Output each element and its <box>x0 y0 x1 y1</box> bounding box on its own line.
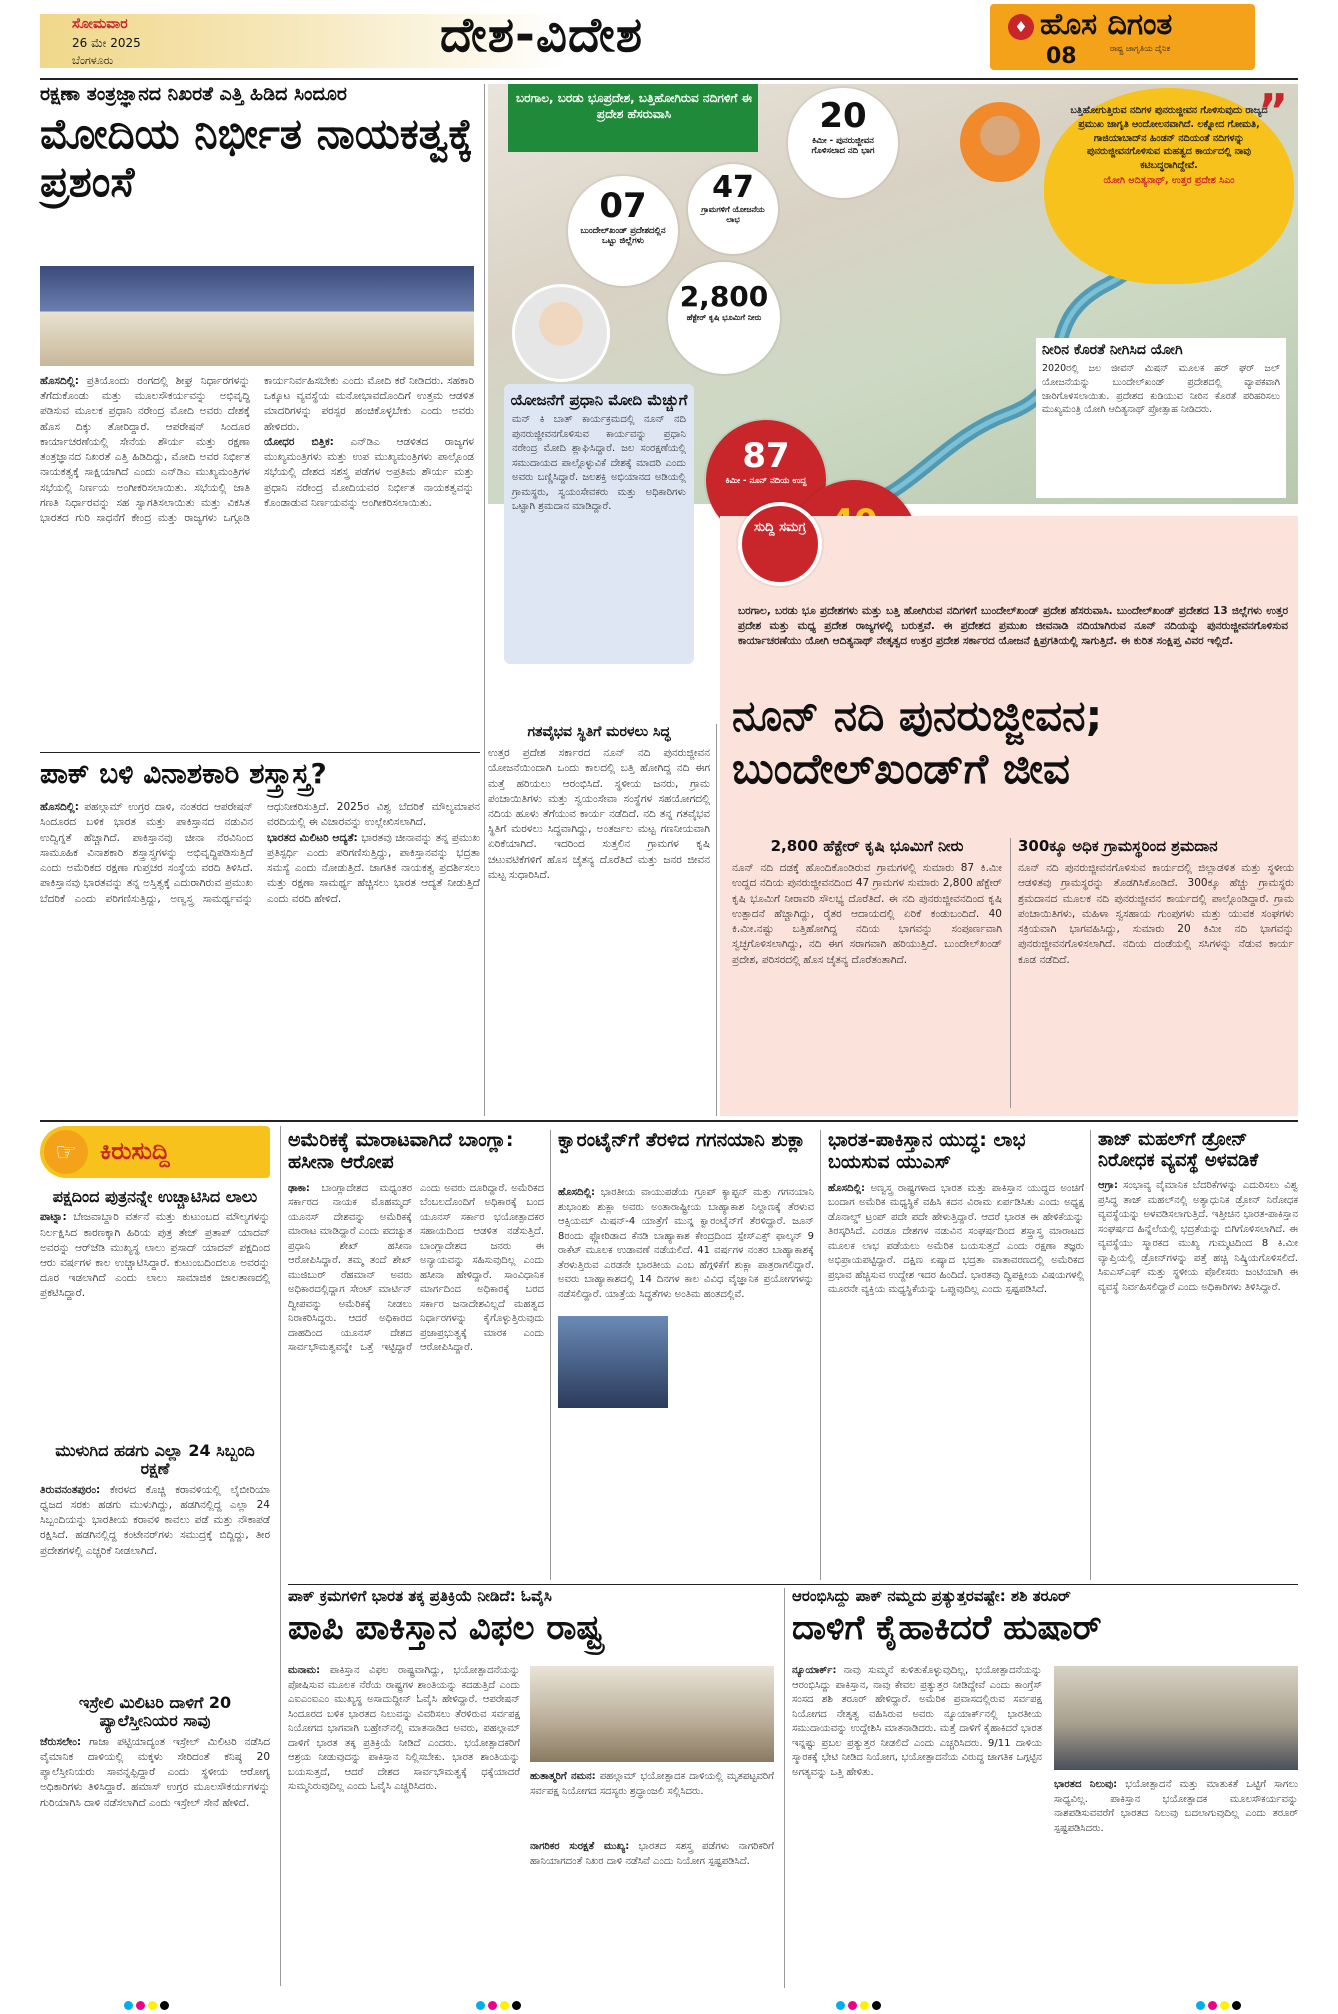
pak-text-2: ಭಾರತವು ಚೀನಾವನ್ನು ತನ್ನ ಪ್ರಮುಖ ಪ್ರತಿಸ್ಪರ್ಧಿ ಎಂದು ಪರಿಗಣಿಸುತ್ತಿದ್ದು, ಪಾಕಿಸ್ತಾನವನ್ನು ಭದ್ರತಾ ಸಮಸ್ಯೆ ಎಂದು ನೋಡುತ್ತಿದೆ. ಜಾಗತಿಕ ನಾಯಕತ್ವ ಪ್ರದರ್ಶಿಸಲು ಮತ್ತು ರಕ್ಷಣಾ ಸಾಮರ್ಥ್ಯ ಹೆಚ್ಚಿಸಲು ಭಾರತ ಆದ್ಯತೆ ನೀಡುತ್ತಿದೆ ಎಂದು ವರದಿ ಹೇಳಿದೆ. <box>267 831 480 905</box>
kiru-3-body <box>40 1735 270 1811</box>
page-number: 08 <box>1046 44 1077 69</box>
owaisi-caption <box>530 1770 774 1799</box>
tharoor-dateline: ನ್ಯೂಯಾರ್ಕ್: <box>792 1665 837 1676</box>
tharoor-headline: ದಾಳಿಗೆ ಕೈಹಾಕಿದರೆ ಹುಷಾರ್ <box>792 1608 1102 1649</box>
kiru-2-text: ಕೇರಳದ ಕೊಚ್ಚಿ ಕರಾವಳಿಯಲ್ಲಿ ಲೈಬೀರಿಯಾ ಧ್ವಜದ ಸರಕು ಹಡಗು ಮುಳುಗಿದ್ದು, ಹಡಗಿನಲ್ಲಿದ್ದ ಎಲ್ಲಾ 24 ಸಿಬ್ಬಂದಿಯನ್ನು ಭಾರತೀಯ ಕರಾವಳಿ ಕಾವಲು ಪಡೆ ಮತ್ತು ನೌಕಾಪಡೆ ರಕ್ಷಿಸಿದೆ. ಹಡಗಿನಲ್ಲಿದ್ದ ಕಂಟೇನರ್‌ಗಳು ಸಮುದ್ರಕ್ಕೆ ಬಿದ್ದಿದ್ದು, ತೀರ ಪ್ರದೇಶಗಳಲ್ಲಿ ಎಚ್ಚರಿಕೆ ನೀಡಲಾಗಿದೆ. <box>40 1483 270 1557</box>
col-divider-5 <box>550 1130 551 1580</box>
taj-body <box>1098 1179 1298 1539</box>
section-title: ದೇಶ-ವಿದೇಶ <box>440 7 643 63</box>
stat-2800-num: 2,800 <box>679 280 769 313</box>
owaisi-body <box>288 1664 520 1984</box>
suddi-badge-text: ಸುದ್ದಿ ಸಮಗ್ರ <box>754 520 806 535</box>
farmland-body: ನೂನ್ ನದಿ ದಡಕ್ಕೆ ಹೊಂದಿಕೊಂಡಿರುವ ಗ್ರಾಮಗಳಲ್ಲಿ ಸುಮಾರು 87 ಕಿ.ಮೀ ಉದ್ದದ ನದಿಯ ಪುನರುಜ್ಜೀವನದಿಂದ 47 ಗ್ರಾಮಗಳ ಸುಮಾರು 2,800 ಹೆಕ್ಟೇರ್ ಕೃಷಿ ಭೂಮಿಗೆ ನೀರಾವರಿ ಸೌಲಭ್ಯ ದೊರೆತಿದೆ. ಈ ನದಿ ಪುನರುಜ್ಜೀವನದಿಂದ ಕೃಷಿ ಉತ್ಪಾದನೆ ಹೆಚ್ಚಾಗಿದ್ದು, ರೈತರ ಆದಾಯದಲ್ಲಿ ಏರಿಕೆ ಕಂಡುಬಂದಿದೆ. 40 ಕಿ.ಮೀ.ನಷ್ಟು ಬತ್ತಿಹೋಗಿದ್ದ ನದಿಯ ಭಾಗವನ್ನು ಸಂಪೂರ್ಣವಾಗಿ ಸ್ವಚ್ಛಗೊಳಿಸಲಾಗಿದ್ದು, ನದಿ ಈಗ ಸರಾಗವಾಗಿ ಹರಿಯುತ್ತಿದೆ. ಬುಂದೇಲ್‌ಖಂಡ್ ಪ್ರದೇಶ, ಪರಿಸರದಲ್ಲಿ ಹೊಸ ಚೈತನ್ಯ ದೊರೆತಂತಾಗಿದೆ. <box>732 862 1002 966</box>
bangla-headline: ಅಮೆರಿಕಕ್ಕೆ ಮಾರಾಟವಾಗಿದೆ ಬಾಂಗ್ಲಾ: ಹಸೀನಾ ಆರೋಪ <box>288 1129 514 1173</box>
pak-divider <box>40 752 480 753</box>
lead-kicker: ರಕ್ಷಣಾ ತಂತ್ರಜ್ಞಾನದ ನಿಖರತೆ ಎತ್ತಿ ಹಿಡಿದ ಸಿಂದೂರ <box>40 83 347 105</box>
stat-20-num: 20 <box>819 96 867 136</box>
stat-07-label: ಬುಂದೇಲ್‌ಖಂಡ್ ಪ್ರದೇಶದಲ್ಲಿನ ಒಟ್ಟು ಜಿಲ್ಲೆಗಳು <box>580 226 666 247</box>
villagers-body: ನೂನ್ ನದಿ ಪುನರುಜ್ಜೀವನಗೊಳಿಸುವ ಕಾರ್ಯದಲ್ಲಿ ಜಿಲ್ಲಾಡಳಿತ ಮತ್ತು ಸ್ಥಳೀಯ ಆಡಳಿತವು ಗ್ರಾಮಸ್ಥರನ್ನು ತೊಡಗಿಸಿಕೊಂಡಿದೆ. 300ಕ್ಕೂ ಹೆಚ್ಚು ಗ್ರಾಮಸ್ಥರು ಶ್ರಮದಾನದ ಮೂಲಕ ನದಿ ಪುನರುಜ್ಜೀವನ ಕಾರ್ಯದಲ್ಲಿ ಪಾಲ್ಗೊಂಡಿದ್ದಾರೆ. ಗ್ರಾಮ ಪಂಚಾಯಿತಿಗಳು, ಮಹಿಳಾ ಸ್ವಸಹಾಯ ಗುಂಪುಗಳು ಮತ್ತು ಯುವಕ ಸಂಘಗಳು ಸಕ್ರಿಯವಾಗಿ ಭಾಗವಹಿಸಿದ್ದು, ಸುಮಾರು 20 ಕಿಮೀ ನದಿ ಭಾಗವನ್ನು ಪುನರುಜ್ಜೀವನಗೊಳಿಸಲಾಗಿದೆ. ನದಿಯ ದಂಡೆಯಲ್ಲಿ ಸಸಿಗಳನ್ನು ನೆಡುವ ಕಾರ್ಯ ಕೂಡ ನಡೆದಿದೆ. <box>1018 862 1294 966</box>
pak-text: ಪಹಲ್ಗಾಮ್ ಉಗ್ರರ ದಾಳಿ, ನಂತರದ ಆಪರೇಷನ್ ಸಿಂದೂರದ ಬಳಿಕ ಭಾರತ ಮತ್ತು ಪಾಕಿಸ್ತಾನದ ನಡುವಿನ ಉದ್ವಿಗ್ನತೆ ಹೆಚ್ಚಾಗಿದೆ. ಪಾಕಿಸ್ತಾನವು ಚೀನಾ ನೆರವಿನಿಂದ ಸಾಮೂಹಿಕ ವಿನಾಶಕಾರಿ ಶಸ್ತ್ರಾಸ್ತ್ರಗಳನ್ನು ಅಭಿವೃದ್ಧಿಪಡಿಸುತ್ತಿದೆ ಎಂದು ಅಮೆರಿಕದ ರಕ್ಷಣಾ ಗುಪ್ತಚರ ಸಂಸ್ಥೆಯ ವರದಿ ತಿಳಿಸಿದೆ. ಪಾಕಿಸ್ತಾನವು ಭಾರತವನ್ನು ತನ್ನ ಅಸ್ತಿತ್ವಕ್ಕೆ ಎದುರಾಗಿರುವ ಪ್ರಮುಖ ಬೆದರಿಕೆ ಎಂದು ಪರಿಗಣಿಸುತ್ತಿದ್ದು, ಅಣ್ವಸ್ತ್ರ ಸಾಮರ್ಥ್ಯವನ್ನು ಆಧುನೀಕರಿಸುತ್ತಿದೆ. 2025ರ ವಿಶ್ವ ಬೆದರಿಕೆ ಮೌಲ್ಯಮಾಪನ ವರದಿಯಲ್ಲಿ ಈ ವಿಚಾರವನ್ನು ಉಲ್ಲೇಖಿಸಲಾಗಿದೆ. <box>40 801 480 905</box>
suddi-badge <box>738 502 822 586</box>
kiru-1-head: ಪಕ್ಷದಿಂದ ಪುತ್ರನನ್ನೇ ಉಚ್ಚಾಟಿಸಿದ ಲಾಲು <box>52 1187 258 1206</box>
lead-dateline: ಹೊಸದಿಲ್ಲಿ: <box>40 375 79 387</box>
shukla-text: ಭಾರತೀಯ ವಾಯುಪಡೆಯ ಗ್ರೂಪ್ ಕ್ಯಾಪ್ಟನ್ ಮತ್ತು ಗಗನಯಾನಿ ಶುಭಾಂಶು ಶುಕ್ಲಾ ಅವರು ಅಂತಾರಾಷ್ಟ್ರೀಯ ಬಾಹ್ಯಾಕಾಶ ನಿಲ್ದಾಣಕ್ಕೆ ತೆರಳುವ ಆಕ್ಸಿಯಮ್ ಮಿಷನ್-4 ಯಾತ್ರೆಗೆ ಮುನ್ನ ಕ್ವಾರಂಟೈನ್‌ಗೆ ತೆರಳಿದ್ದಾರೆ. ಜೂನ್ 8ರಂದು ಫ್ಲೋರಿಡಾದ ಕೆನಡಿ ಬಾಹ್ಯಾಕಾಶ ಕೇಂದ್ರದಿಂದ ಸ್ಪೇಸ್‌ಎಕ್ಸ್ ಫಾಲ್ಕನ್ 9 ರಾಕೆಟ್ ಮೂಲಕ ಉಡಾವಣೆ ನಡೆಯಲಿದೆ. 41 ವರ್ಷಗಳ ನಂತರ ಬಾಹ್ಯಾಕಾಶಕ್ಕೆ ತೆರಳುತ್ತಿರುವ ಎರಡನೇ ಭಾರತೀಯ ಎಂಬ ಹೆಗ್ಗಳಿಕೆಗೆ ಶುಕ್ಲಾ ಪಾತ್ರರಾಗಲಿದ್ದಾರೆ. ಅವರು ಬಾಹ್ಯಾಕಾಶದಲ್ಲಿ 14 ದಿನಗಳ ಕಾಲ ವಿವಿಧ ವೈಜ್ಞಾನಿಕ ಪ್ರಯೋಗಗಳನ್ನು ನಡೆಸಲಿದ್ದಾರೆ. ಯಾತ್ರೆಯ ಸಿದ್ಧತೆಗಳು ಅಂತಿಮ ಹಂತದಲ್ಲಿವೆ. <box>558 1187 814 1300</box>
stat-bubble-2800 <box>668 262 780 374</box>
owaisi-subhead: ನಾಗರಿಕರ ಸುರಕ್ಷತೆ ಮುಖ್ಯ: <box>530 1841 630 1852</box>
stat-bubble-20 <box>788 88 898 198</box>
lead-text: ಪ್ರತಿಯೊಂದು ರಂಗದಲ್ಲಿ ಶೀಘ್ರ ನಿರ್ಧಾರಗಳನ್ನು ತೆಗೆದುಕೊಂಡು ಮತ್ತು ಮೂಲಸೌಕರ್ಯವನ್ನು ಅಭಿವೃದ್ಧಿ ಪಡಿಸುವ ಮೂಲಕ ಪ್ರಧಾನಿ ನರೇಂದ್ರ ಮೋದಿ ಅವರು ದೇಶಕ್ಕೆ ಹೊಸ ದಿಕ್ಕು ತೋರಿದ್ದಾರೆ. ಆಪರೇಷನ್ ಸಿಂದೂರ ಕಾರ್ಯಾಚರಣೆಯಲ್ಲಿ ಸೇನೆಯ ಶೌರ್ಯ ಮತ್ತು ರಕ್ಷಣಾ ತಂತ್ರಜ್ಞಾನದ ನಿಖರತೆ ಎತ್ತಿ ಹಿಡಿದಿದ್ದು, ಮೋದಿ ಅವರ ನಿರ್ಭೀತ ನಾಯಕತ್ವಕ್ಕೆ ಸಾಕ್ಷಿಯಾಗಿದೆ ಎಂದು ಎನ್‌ಡಿಎ ಮುಖ್ಯಮಂತ್ರಿಗಳ ಸಭೆಯಲ್ಲಿ ನಿರ್ಣಯ ಅಂಗೀಕರಿಸಲಾಯಿತು. ಸಭೆಯಲ್ಲಿ ಜಾತಿ ಗಣತಿ ನಿರ್ಧಾರವನ್ನು ಸಹ ಸ್ವಾಗತಿಸಲಾಯಿತು ಮತ್ತು ವಿಕಸಿತ ಭಾರತದ ಗುರಿ ಸಾಧನೆಗೆ ಕೇಂದ್ರ ಮತ್ತು ರಾಜ್ಯಗಳು ಒಗ್ಗೂಡಿ ಕಾರ್ಯನಿರ್ವಹಿಸಬೇಕು ಎಂದು ಮೋದಿ ಕರೆ ನೀಡಿದರು. ಸಹಕಾರಿ ಒಕ್ಕೂಟ ವ್ಯವಸ್ಥೆಯ ಮನೋಭಾವದೊಂದಿಗೆ ಉತ್ತಮ ಆಡಳಿತ ಮಾದರಿಗಳನ್ನು ಪರಸ್ಪರ ಹಂಚಿಕೊಳ್ಳಬೇಕು ಎಂದು ಅವರು ಹೇಳಿದರು. <box>40 375 474 524</box>
owaisi-caption-text: ಪಹಲ್ಗಾಮ್ ಭಯೋತ್ಪಾದಕ ದಾಳಿಯಲ್ಲಿ ಮೃತಪಟ್ಟವರಿಗೆ ಸರ್ವಪಕ್ಷ ನಿಯೋಗದ ಸದಸ್ಯರು ಶ್ರದ್ಧಾಂಜಲಿ ಸಲ್ಲಿಸಿದರು. <box>530 1771 774 1797</box>
col-divider-7 <box>1090 1130 1091 1580</box>
stat-47-num: 47 <box>712 170 754 205</box>
bangla-dateline: ಢಾಕಾ: <box>288 1182 310 1194</box>
tharoor-story <box>792 1588 1298 1988</box>
lead-body <box>40 374 474 739</box>
stat-bubble-47 <box>688 164 778 254</box>
owaisi-story <box>288 1588 778 1988</box>
registration-marks-left <box>124 1995 172 2005</box>
kiru-3-head: ಇಸ್ರೇಲಿ ಮಿಲಿಟರಿ ದಾಳಿಗೆ 20 ಪ್ಯಾಲೆಸ್ತೀನಿಯರ ಸಾವು <box>78 1693 232 1731</box>
owaisi-text: ಪಾಕಿಸ್ತಾನ ವಿಫಲ ರಾಷ್ಟ್ರವಾಗಿದ್ದು, ಭಯೋತ್ಪಾದನೆಯನ್ನು ಪೋಷಿಸುವ ಮೂಲಕ ನೆರೆಯ ರಾಷ್ಟ್ರಗಳ ಶಾಂತಿಯನ್ನು ಕದಡುತ್ತಿದೆ ಎಂದು ಎಐಎಂಐಎಂ ಮುಖ್ಯಸ್ಥ ಅಸಾದುದ್ದೀನ್ ಓವೈಸಿ ಹೇಳಿದ್ದಾರೆ. ಆಪರೇಷನ್ ಸಿಂದೂರದ ಬಳಿಕ ಭಾರತದ ನಿಲುವನ್ನು ವಿವರಿಸಲು ತೆರಳಿರುವ ಸರ್ವಪಕ್ಷ ನಿಯೋಗದ ಭಾಗವಾಗಿ ಬಹ್ರೇನ್‌ನಲ್ಲಿ ಮಾತನಾಡಿದ ಅವರು, ಪಹಲ್ಗಾಮ್ ದಾಳಿಗೆ ಭಾರತ ತಕ್ಕ ಪ್ರತಿಕ್ರಿಯೆ ನೀಡಿದೆ ಎಂದರು. ಭಯೋತ್ಪಾದಕರಿಗೆ ಆಶ್ರಯ ನೀಡುವುದನ್ನು ಪಾಕಿಸ್ತಾನ ನಿಲ್ಲಿಸಬೇಕು. ಭಾರತ ಶಾಂತಿಯನ್ನು ಬಯಸುತ್ತದೆ, ಆದರೆ ದೇಶದ ಸಾರ್ವಭೌಮತ್ವಕ್ಕೆ ಧಕ್ಕೆಯಾದರೆ ಸುಮ್ಮನಿರುವುದಿಲ್ಲ ಎಂದು ಓವೈಸಿ ಎಚ್ಚರಿಸಿದರು. <box>288 1665 520 1792</box>
kiru-1-dateline: ಪಾಟ್ನಾ: <box>40 1211 67 1224</box>
stat-20-label: ಕಿಮೀ - ಪುನರುಜ್ಜೀವನ ಗೊಳಿಸಲಾದ ನದಿ ಭಾಗ <box>811 136 875 157</box>
usprofit-text: ಅಣ್ವಸ್ತ್ರ ರಾಷ್ಟ್ರಗಳಾದ ಭಾರತ ಮತ್ತು ಪಾಕಿಸ್ತಾನ ಯುದ್ಧದ ಅಂಚಿಗೆ ಬಂದಾಗ ಅಮೆರಿಕ ಮಧ್ಯಸ್ಥಿಕೆ ವಹಿಸಿ ಕದನ ವಿರಾಮ ಏರ್ಪಡಿಸಿತು ಎಂದು ಅಧ್ಯಕ್ಷ ಡೊನಾಲ್ಡ್ ಟ್ರಂಪ್ ಪದೇ ಪದೇ ಹೇಳುತ್ತಿದ್ದಾರೆ. ಆದರೆ ಭಾರತ ಈ ಹೇಳಿಕೆಯನ್ನು ತಿರಸ್ಕರಿಸಿದೆ. ಎರಡೂ ದೇಶಗಳ ನಡುವಿನ ಸಂಘರ್ಷದಿಂದ ಶಸ್ತ್ರಾಸ್ತ್ರ ಮಾರಾಟದ ಮೂಲಕ ಲಾಭ ಪಡೆಯಲು ಅಮೆರಿಕ ಬಯಸುತ್ತದೆ ಎಂದು ರಕ್ಷಣಾ ತಜ್ಞರು ಅಭಿಪ್ರಾಯಪಟ್ಟಿದ್ದಾರೆ. ದಕ್ಷಿಣ ಏಷ್ಯಾದ ಭದ್ರತಾ ವಾತಾವರಣದಲ್ಲಿ ಅಮೆರಿಕದ ಪ್ರಭಾವ ಹೆಚ್ಚಿಸುವ ಉದ್ದೇಶ ಇದರ ಹಿಂದಿದೆ. ಭಾರತವು ದ್ವಿಪಕ್ಷೀಯ ವಿಷಯಗಳಲ್ಲಿ ಮೂರನೇ ವ್ಯಕ್ತಿಯ ಮಧ್ಯಸ್ಥಿಕೆಯನ್ನು ಒಪ್ಪುವುದಿಲ್ಲ ಎಂದು ಸ್ಪಷ್ಟಪಡಿಸಿದೆ. <box>828 1182 1084 1296</box>
lead-text-2: ಎನ್‌ಡಿಎ ಆಡಳಿತದ ರಾಜ್ಯಗಳ ಮುಖ್ಯಮಂತ್ರಿಗಳು ಮತ್ತು ಉಪ ಮುಖ್ಯಮಂತ್ರಿಗಳು ಪಾಲ್ಗೊಂಡ ಸಭೆಯಲ್ಲಿ ದೇಶದ ಸಶಸ್ತ್ರ ಪಡೆಗಳ ಅಪ್ರತಿಮ ಶೌರ್ಯ ಮತ್ತು ಪ್ರಧಾನಿ ನರೇಂದ್ರ ಮೋದಿಯವರ ನಿರ್ಭೀತ ನಾಯಕತ್ವವನ್ನು ಕೊಂಡಾಡುವ ನಿರ್ಣಯವನ್ನು ಅಂಗೀಕರಿಸಲಾಯಿತು. <box>264 435 474 509</box>
pm-photo <box>512 284 610 382</box>
pointing-hand-icon: ☞ <box>44 1130 88 1174</box>
kiru-1-body <box>40 1210 270 1301</box>
lead-photo <box>40 266 474 366</box>
kiru-column <box>40 1126 274 1986</box>
tharoor-body <box>792 1664 1042 1984</box>
bangla-story <box>288 1130 544 1580</box>
shukla-story <box>558 1130 814 1580</box>
goldenage-story <box>488 724 710 1116</box>
lead-subhead: ಯೋಧರ ಬಿತ್ತಿಕ: <box>264 435 334 448</box>
owaisi-photo <box>530 1666 774 1762</box>
owaisi-kicker: ಪಾಕ್ ಕ್ರಮಗಳಿಗೆ ಭಾರತ ತಕ್ಕ ಪ್ರತಿಕ್ರಿಯೆ ನೀಡಿದೆ: ಓವೈಸಿ <box>288 1587 552 1605</box>
brand-tagline: ರಾಷ್ಟ್ರ ಜಾಗೃತಿಯ ದೈನಿಕ <box>1110 44 1171 53</box>
registration-marks-right <box>1196 1995 1244 2005</box>
kiru-item-2 <box>40 1442 270 1559</box>
col-divider-3 <box>1010 838 1011 1108</box>
registration-marks-center <box>476 1995 524 2005</box>
brand-name: ಹೊಸ ದಿಗಂತ <box>1040 7 1173 42</box>
col-divider-4 <box>280 1126 281 1986</box>
usprofit-story <box>828 1130 1084 1580</box>
kiru-2-head: ಮುಳುಗಿದ ಹಡಗು ಎಲ್ಲಾ 24 ಸಿಬ್ಬಂದಿ ರಕ್ಷಣೆ <box>55 1441 255 1479</box>
pak-subhead: ಭಾರತದ ಮಿಲಿಟರಿ ಆದ್ಯತೆ: <box>267 831 358 844</box>
taj-story <box>1098 1130 1298 1580</box>
masthead-city: ಬೆಂಗಳೂರು <box>72 54 114 67</box>
kiru-2-dateline: ತಿರುವನಂತಪುರಂ: <box>40 1483 101 1496</box>
farmland-head: 2,800 ಹೆಕ್ಟೇರ್ ಕೃಷಿ ಭೂಮಿಗೆ ನೀರು <box>770 837 964 855</box>
yogi-photo <box>960 102 1040 182</box>
yogi-body: 2020ರಲ್ಲಿ ಜಲ ಜೀವನ್ ಮಿಷನ್ ಮೂಲಕ ಹರ್ ಘರ್ ಜಲ್ ಯೋಜನೆಯನ್ನು ಬುಂದೇಲ್‌ಖಂಡ್ ಪ್ರದೇಶದಲ್ಲಿ ವ್ಯಾಪಕವಾಗಿ ಜಾರಿಗೊಳಿಸಲಾಯಿತು. ಪ್ರದೇಶದ ಕುಡಿಯುವ ನೀರಿನ ಕೊರತೆ ಪರಿಹರಿಸಲು ಮುಖ್ಯಮಂತ್ರಿ ಯೋಗಿ ಆದಿತ್ಯನಾಥ್ ಪ್ರೋತ್ಸಾಹ ನೀಡಿದರು. <box>1042 363 1280 416</box>
owaisi-headline: ಪಾಪಿ ಪಾಕಿಸ್ತಾನ ವಿಫಲ ರಾಷ್ಟ್ರ <box>288 1608 603 1649</box>
stat-07-num: 07 <box>599 186 647 226</box>
usprofit-body <box>828 1182 1084 1562</box>
yogi-quote-by: ಯೋಗಿ ಆದಿತ್ಯನಾಥ್, ಉತ್ತರ ಪ್ರದೇಶ ಸಿಎಂ <box>1103 174 1235 186</box>
bangla-body <box>288 1182 544 1552</box>
shukla-headline: ಕ್ವಾರಂಟೈನ್‌ಗೆ ತೆರಳಿದ ಗಗನಯಾನಿ ಶುಕ್ಲಾ <box>558 1129 806 1151</box>
pm-box <box>504 384 694 664</box>
stat-2800-label: ಹೆಕ್ಟೇರ್ ಕೃಷಿ ಭೂಮಿಗೆ ನೀರು <box>686 313 762 322</box>
bottom-band-divider <box>288 1584 1298 1585</box>
shukla-dateline: ಹೊಸದಿಲ್ಲಿ: <box>558 1187 596 1198</box>
tharoor-text: ನಾವು ಸುಮ್ಮನೆ ಕುಳಿತುಕೊಳ್ಳುವುದಿಲ್ಲ, ಭಯೋತ್ಪಾದನೆಯನ್ನು ಆರಂಭಿಸಿದ್ದು ಪಾಕಿಸ್ತಾನ, ನಾವು ಕೇವಲ ಪ್ರತ್ಯುತ್ತರ ನೀಡಿದ್ದೇವೆ ಎಂದು ಕಾಂಗ್ರೆಸ್ ಸಂಸದ ಶಶಿ ತರೂರ್ ಹೇಳಿದ್ದಾರೆ. ಅಮೆರಿಕ ಪ್ರವಾಸದಲ್ಲಿರುವ ಸರ್ವಪಕ್ಷ ನಿಯೋಗದ ನೇತೃತ್ವ ವಹಿಸಿರುವ ಅವರು ನ್ಯೂಯಾರ್ಕ್‌ನಲ್ಲಿ ಭಾರತೀಯ ಸಮುದಾಯವನ್ನು ಉದ್ದೇಶಿಸಿ ಮಾತನಾಡಿದರು. ಮತ್ತೆ ದಾಳಿಗೆ ಕೈಹಾಕಿದರೆ ಭಾರತ ಇನ್ನಷ್ಟು ಪ್ರಬಲ ಪ್ರತ್ಯುತ್ತರ ನೀಡಲಿದೆ ಎಂದು ಎಚ್ಚರಿಸಿದರು. 9/11 ದಾಳಿಯ ಸ್ಮಾರಕಕ್ಕೆ ಭೇಟಿ ನೀಡಿದ ನಿಯೋಗ, ಭಯೋತ್ಪಾದನೆಯ ವಿರುದ್ಧ ಜಾಗತಿಕ ಒಗ್ಗಟ್ಟಿನ ಅಗತ್ಯವನ್ನು ಒತ್ತಿ ಹೇಳಿತು. <box>792 1665 1042 1778</box>
goldenage-body: ಉತ್ತರ ಪ್ರದೇಶ ಸರ್ಕಾರದ ನೂನ್ ನದಿ ಪುನರುಜ್ಜೀವನ ಯೋಜನೆಯಿಂದಾಗಿ ಒಂದು ಕಾಲದಲ್ಲಿ ಬತ್ತಿ ಹೋಗಿದ್ದ ನದಿ ಈಗ ಮತ್ತೆ ಹರಿಯಲು ಆರಂಭಿಸಿದೆ. ಸ್ಥಳೀಯ ಜನರು, ಗ್ರಾಮ ಪಂಚಾಯಿತಿಗಳು ಮತ್ತು ಸ್ವಯಂಸೇವಾ ಸಂಸ್ಥೆಗಳ ಸಹಯೋಗದಲ್ಲಿ ನದಿಯ ಹೂಳು ತೆಗೆಯುವ ಕಾರ್ಯ ನಡೆದಿದೆ. ನದಿ ತನ್ನ ಗತವೈಭವ ಸ್ಥಿತಿಗೆ ಮರಳಲು ಸಿದ್ಧವಾಗಿದ್ದು, ಅಂತರ್ಜಲ ಮಟ್ಟ ಗಣನೀಯವಾಗಿ ಏರಿಕೆಯಾಗಿದೆ. ಇದರಿಂದ ಸುತ್ತಲಿನ ಗ್ರಾಮಗಳ ಕೃಷಿ ಚಟುವಟಿಕೆಗಳಿಗೆ ಹೊಸ ಚೈತನ್ಯ ದೊರೆತಿದೆ ಮತ್ತು ಜನರ ಜೀವನ ಮಟ್ಟ ಸುಧಾರಿಸಿದೆ. <box>488 747 710 881</box>
pak-headline: ಪಾಕ್ ಬಳಿ ವಿನಾಶಕಾರಿ ಶಸ್ತ್ರಾಸ್ತ್ರ? <box>40 757 327 790</box>
col-divider-6 <box>820 1130 821 1580</box>
col-divider-2 <box>716 724 717 1116</box>
stat-87-label: ಕಿಮೀ - ನೂನ್ ನದಿಯ ಉದ್ದ <box>725 476 807 486</box>
info-title: ಬರಗಾಲ, ಬರಡು ಭೂಪ್ರದೇಶ, ಬತ್ತಿಹೋಗಿರುವ ನದಿಗಳಿಗೆ ಈ ಪ್ರದೇಶ ಹೆಸರುವಾಸಿ <box>516 91 752 122</box>
lead-headline: ಮೋದಿಯ ನಿರ್ಭೀತ ನಾಯಕತ್ವಕ್ಕೆ ಪ್ರಶಂಸೆ <box>40 108 473 207</box>
tharoor-kicker: ಆರಂಭಿಸಿದ್ದು ಪಾಕ್ ನಮ್ಮದು ಪ್ರತ್ಯುತ್ತರವಷ್ಟೇ: ಶಶಿ ತರೂರ್ <box>792 1587 1071 1605</box>
farmland-story <box>732 838 1002 1116</box>
kiru-3-text: ಗಾಜಾ ಪಟ್ಟಿಯಾದ್ಯಂತ ಇಸ್ರೇಲ್ ಮಿಲಿಟರಿ ನಡೆಸಿದ ವೈಮಾನಿಕ ದಾಳಿಯಲ್ಲಿ ಮಕ್ಕಳು ಸೇರಿದಂತೆ ಕನಿಷ್ಠ 20 ಪ್ಯಾಲೆಸ್ತೀನಿಯರು ಸಾವನ್ನಪ್ಪಿದ್ದಾರೆ ಎಂದು ಸ್ಥಳೀಯ ಆರೋಗ್ಯ ಅಧಿಕಾರಿಗಳು ತಿಳಿಸಿದ್ದಾರೆ. ಹಮಾಸ್ ಉಗ್ರರ ಮೂಲಸೌಕರ್ಯಗಳನ್ನು ಗುರಿಯಾಗಿಸಿ ದಾಳಿ ನಡೆಸಲಾಗಿದೆ ಎಂದು ಇಸ್ರೇಲ್ ಸೇನೆ ಹೇಳಿದೆ. <box>40 1735 270 1809</box>
pm-head: ಯೋಜನೆಗೆ ಪ್ರಧಾನಿ ಮೋದಿ ಮೆಚ್ಚುಗೆ <box>510 391 688 409</box>
pak-story <box>40 758 480 1116</box>
kiru-item-3 <box>40 1694 270 1811</box>
kiru-label: ಕಿರುಸುದ್ದಿ <box>100 1137 170 1165</box>
lamp-logo-icon: ♦ <box>1008 14 1034 40</box>
noon-headline: ನೂನ್ ನದಿ ಪುನರುಜ್ಜೀವನ; ಬುಂದೇಲ್‌ಖಂಡ್‌ಗೆ ಜೀವ <box>732 691 1103 793</box>
owaisi-body-2 <box>530 1840 774 1984</box>
tharoor-photo <box>1054 1666 1298 1770</box>
owaisi-text-2: ಭಾರತದ ಸಶಸ್ತ್ರ ಪಡೆಗಳು ನಾಗರಿಕರಿಗೆ ಹಾನಿಯಾಗದಂತೆ ನಿಖರ ದಾಳಿ ನಡೆಸಿವೆ ಎಂದು ನಿಯೋಗ ಸ್ಪಷ್ಟಪಡಿಸಿದೆ. <box>530 1841 774 1867</box>
villagers-story <box>1018 838 1294 1116</box>
masthead-date: 26 ಮೇ 2025 <box>72 36 141 50</box>
goldenage-head: ಗತವೈಭವ ಸ್ಥಿತಿಗೆ ಮರಳಲು ಸಿದ್ಧ <box>527 724 671 740</box>
registration-marks-mid <box>836 1995 884 2005</box>
lower-band-divider <box>40 1120 1298 1122</box>
usprofit-headline: ಭಾರತ-ಪಾಕಿಸ್ತಾನ ಯುದ್ಧ: ಲಾಭ ಬಯಸುವ ಯುಎಸ್ <box>828 1129 1026 1173</box>
stat-bubble-07 <box>568 176 678 286</box>
owaisi-caption-head: ಹುತಾತ್ಮರಿಗೆ ನಮನ: <box>530 1771 596 1782</box>
lead-story <box>40 84 480 744</box>
masthead-day: ಸೋಮವಾರ <box>72 16 128 32</box>
taj-dateline: ಆಗ್ರಾ: <box>1098 1180 1118 1192</box>
yogi-box <box>1036 338 1286 498</box>
tharoor-body-2 <box>1054 1778 1298 1984</box>
pm-body: ಮನ್ ಕಿ ಬಾತ್ ಕಾರ್ಯಕ್ರಮದಲ್ಲಿ ನೂನ್ ನದಿ ಪುನರುಜ್ಜೀವನಗೊಳಿಸುವ ಕಾರ್ಯವನ್ನು ಪ್ರಧಾನಿ ನರೇಂದ್ರ ಮೋದಿ ಶ್ಲಾಘಿಸಿದ್ದಾರೆ. ಜಲ ಸಂರಕ್ಷಣೆಯಲ್ಲಿ ಸಮುದಾಯದ ಪಾಲ್ಗೊಳ್ಳುವಿಕೆ ದೇಶಕ್ಕೆ ಮಾದರಿ ಎಂದು ಅವರು ಬಣ್ಣಿಸಿದ್ದಾರೆ. ಜಲಶಕ್ತಿ ಅಭಿಯಾನದ ಅಡಿಯಲ್ಲಿ ಗ್ರಾಮಸ್ಥರು, ಸ್ವಯಂಸೇವಕರು ಮತ್ತು ಅಧಿಕಾರಿಗಳು ಒಟ್ಟಾಗಿ ಶ್ರಮದಾನ ಮಾಡಿದ್ದಾರೆ. <box>512 414 686 513</box>
stat-87-num: 87 <box>742 436 790 476</box>
yogi-head: ನೀರಿನ ಕೊರತೆ ನೀಗಿಸಿದ ಯೋಗಿ <box>1042 342 1183 358</box>
masthead-divider <box>40 78 1298 80</box>
taj-headline: ತಾಜ್ ಮಹಲ್‌ಗೆ ಡ್ರೋನ್ ನಿರೋಧಕ ವ್ಯವಸ್ಥೆ ಅಳವಡಿಕೆ <box>1098 1129 1259 1171</box>
infographic <box>488 84 1298 674</box>
usprofit-dateline: ಹೊಸದಿಲ್ಲಿ: <box>828 1182 866 1194</box>
kiru-2-body <box>40 1483 270 1559</box>
shukla-body <box>558 1186 814 1580</box>
pak-dateline: ಹೊಸದಿಲ್ಲಿ: <box>40 801 79 814</box>
bangla-text: ಬಾಂಗ್ಲಾದೇಶದ ಮಧ್ಯಂತರ ಸರ್ಕಾರದ ನಾಯಕ ಮೊಹಮ್ಮದ್ ಯೂನಸ್ ದೇಶವನ್ನು ಅಮೆರಿಕಕ್ಕೆ ಮಾರಾಟ ಮಾಡಿದ್ದಾರೆ ಎಂದು ಪದಚ್ಯುತ ಪ್ರಧಾನಿ ಶೇಖ್ ಹಸೀನಾ ಆರೋಪಿಸಿದ್ದಾರೆ. ತಮ್ಮ ತಂದೆ ಶೇಖ್ ಮುಜಿಬುರ್ ರೆಹಮಾನ್ ಅವರು ಅಧಿಕಾರದಲ್ಲಿದ್ದಾಗ ಸೇಂಟ್ ಮಾರ್ಟಿನ್ ದ್ವೀಪವನ್ನು ಅಮೆರಿಕಕ್ಕೆ ನೀಡಲು ನಿರಾಕರಿಸಿದ್ದರು. ಆದರೆ ಅಧಿಕಾರದ ದಾಹದಿಂದ ಯೂನಸ್ ದೇಶದ ಸಾರ್ವಭೌಮತ್ವವನ್ನೇ ಒತ್ತೆ ಇಟ್ಟಿದ್ದಾರೆ ಎಂದು ಅವರು ದೂರಿದ್ದಾರೆ. ಅಮೆರಿಕದ ಬೆಂಬಲದೊಂದಿಗೆ ಅಧಿಕಾರಕ್ಕೆ ಬಂದ ಯೂನಸ್ ಸರ್ಕಾರ ಭಯೋತ್ಪಾದಕರ ಸಹಾಯದಿಂದ ಆಡಳಿತ ನಡೆಸುತ್ತಿದೆ. ಬಾಂಗ್ಲಾದೇಶದ ಜನರು ಈ ಅನ್ಯಾಯವನ್ನು ಸಹಿಸುವುದಿಲ್ಲ ಎಂದು ಹಸೀನಾ ಹೇಳಿದ್ದಾರೆ. ಸಾಂವಿಧಾನಿಕ ಮಾರ್ಗದಿಂದ ಅಧಿಕಾರಕ್ಕೆ ಬರದ ಸರ್ಕಾರ ಜನಾದೇಶವಿಲ್ಲದೆ ಮಹತ್ವದ ನಿರ್ಧಾರಗಳನ್ನು ಕೈಗೊಳ್ಳುತ್ತಿರುವುದು ಪ್ರಜಾಪ್ರಭುತ್ವಕ್ಕೆ ಮಾರಕ ಎಂದು ಆರೋಪಿಸಿದ್ದಾರೆ. <box>288 1182 544 1354</box>
col-divider-8 <box>784 1588 785 1988</box>
kiru-item-1 <box>40 1188 270 1302</box>
yogi-quote: ಬತ್ತಿಹೋಗುತ್ತಿರುವ ನದಿಗಳ ಪುನರುಜ್ಜೀವನ ಗೊಳಿಸುವುದು ರಾಜ್ಯದ ಪ್ರಮುಖ ಜಾಗೃತಿ ಆಂದೋಲನವಾಗಿದೆ. ಲಕ್ನೋದ ಗೋಮತಿ, ಗಾಜಿಯಾಬಾದ್‌ನ ಹಿಂಡನ್ ನದಿಯಂತೆ ನದಿಗಳನ್ನು ಪುನರುಜ್ಜೀವನಗೊಳಿಸುವ ಮಹತ್ವದ ಕಾರ್ಯದಲ್ಲಿ ನಾವು ಕಟಿಬದ್ಧರಾಗಿದ್ದೇವೆ. <box>1070 105 1268 172</box>
col-divider-1 <box>484 84 485 1116</box>
yogi-quote-box <box>1044 88 1294 284</box>
stat-47-label: ಗ್ರಾಮಗಳಿಗೆ ಯೋಜನೆಯ ಲಾಭ <box>701 205 765 224</box>
owaisi-dateline: ಮನಾಮ: <box>288 1665 321 1676</box>
quote-mark-icon: ” <box>1258 84 1289 138</box>
villagers-head: 300ಕ್ಕೂ ಅಧಿಕ ಗ್ರಾಮಸ್ಥರಿಂದ ಶ್ರಮದಾನ <box>1018 837 1218 855</box>
masthead <box>0 0 1338 80</box>
tharoor-subhead: ಭಾರತದ ನಿಲುವು: <box>1054 1779 1118 1790</box>
kiru-1-text: ಬೇಜವಾಬ್ದಾರಿ ವರ್ತನೆ ಮತ್ತು ಕುಟುಂಬದ ಮೌಲ್ಯಗಳನ್ನು ನಿರ್ಲಕ್ಷಿಸಿದ ಕಾರಣಕ್ಕಾಗಿ ಹಿರಿಯ ಪುತ್ರ ತೇಜ್ ಪ್ರತಾಪ್ ಯಾದವ್ ಅವರನ್ನು ಆರ್‌ಜೆಡಿ ಮುಖ್ಯಸ್ಥ ಲಾಲು ಪ್ರಸಾದ್ ಯಾದವ್ ಪಕ್ಷದಿಂದ ಆರು ವರ್ಷಗಳ ಕಾಲ ಉಚ್ಚಾಟಿಸಿದ್ದಾರೆ. ಕುಟುಂಬದಿಂದಲೂ ಅವರನ್ನು ದೂರ ಇಡಲಾಗಿದೆ ಎಂದು ಲಾಲು ಸಾಮಾಜಿಕ ಜಾಲತಾಣದಲ್ಲಿ ಪ್ರಕಟಿಸಿದ್ದಾರೆ. <box>40 1211 270 1300</box>
taj-text: ಸಂಭಾವ್ಯ ವೈಮಾನಿಕ ಬೆದರಿಕೆಗಳನ್ನು ಎದುರಿಸಲು ವಿಶ್ವ ಪ್ರಸಿದ್ಧ ತಾಜ್ ಮಹಲ್‌ನಲ್ಲಿ ಅತ್ಯಾಧುನಿಕ ಡ್ರೋನ್ ನಿರೋಧಕ ವ್ಯವಸ್ಥೆಯನ್ನು ಅಳವಡಿಸಲಾಗುತ್ತಿದೆ. ಇತ್ತೀಚಿನ ಭಾರತ-ಪಾಕಿಸ್ತಾನ ಸಂಘರ್ಷದ ಹಿನ್ನೆಲೆಯಲ್ಲಿ ಭದ್ರತೆಯನ್ನು ಬಿಗಿಗೊಳಿಸಲಾಗಿದೆ. ಈ ವ್ಯವಸ್ಥೆಯು ಸ್ಮಾರಕದ ಮುಖ್ಯ ಗುಮ್ಮಟದಿಂದ 8 ಕಿ.ಮೀ ವ್ಯಾಪ್ತಿಯಲ್ಲಿ ಡ್ರೋನ್‌ಗಳನ್ನು ಪತ್ತೆ ಹಚ್ಚಿ ನಿಷ್ಕ್ರಿಯಗೊಳಿಸಲಿದೆ. ಸಿಐಎಸ್‌ಎಫ್ ಮತ್ತು ಸ್ಥಳೀಯ ಪೊಲೀಸರು ಜಂಟಿಯಾಗಿ ಈ ವ್ಯವಸ್ಥೆ ನಿರ್ವಹಿಸಲಿದ್ದಾರೆ ಎಂದು ಅಧಿಕಾರಿಗಳು ತಿಳಿಸಿದ್ದಾರೆ. <box>1098 1180 1298 1293</box>
tharoor-text-2: ಭಯೋತ್ಪಾದನೆ ಮತ್ತು ಮಾತುಕತೆ ಒಟ್ಟಿಗೆ ಸಾಗಲು ಸಾಧ್ಯವಿಲ್ಲ. ಪಾಕಿಸ್ತಾನ ಭಯೋತ್ಪಾದಕ ಮೂಲಸೌಕರ್ಯವನ್ನು ನಾಶಪಡಿಸುವವರೆಗೆ ಭಾರತದ ನಿಲುವು ಬದಲಾಗುವುದಿಲ್ಲ ಎಂದು ತರೂರ್ ಸ್ಪಷ್ಟಪಡಿಸಿದರು. <box>1054 1779 1298 1834</box>
pak-body <box>40 800 480 1106</box>
summary-text: ಬರಗಾಲ, ಬರಡು ಭೂ ಪ್ರದೇಶಗಳು ಮತ್ತು ಬತ್ತಿ ಹೋಗಿರುವ ನದಿಗಳಿಗೆ ಬುಂದೇಲ್‌ಖಂಡ್ ಪ್ರದೇಶ ಹೆಸರುವಾಸಿ. ಬುಂದೇಲ್‌ಖಂಡ್ ಪ್ರದೇಶದ 13 ಜಿಲ್ಲೆಗಳು ಉತ್ತರ ಪ್ರದೇಶ ಮತ್ತು ಮಧ್ಯ ಪ್ರದೇಶ ರಾಜ್ಯಗಳಲ್ಲಿ ಬರುತ್ತವೆ. ಈ ಪ್ರದೇಶದ ಪ್ರಮುಖ ಜೀವನಾಡಿ ನದಿಯಾಗಿರುವ ನೂನ್ ನದಿಯನ್ನು ಪುನರುಜ್ಜೀವನಗೊಳಿಸುವ ಕಾರ್ಯಾಚರಣೆಯು ಯೋಗಿ ಆದಿತ್ಯನಾಥ್ ನೇತೃತ್ವದ ಉತ್ತರ ಪ್ರದೇಶ ಸರ್ಕಾರದ ಯೋಜನೆ ಕ್ಷಿಪ್ರಗತಿಯಲ್ಲಿ ಸಾಗುತ್ತಿದೆ. ಈ ಕುರಿತ ಸಂಕ್ಷಿಪ್ತ ವಿವರ ಇಲ್ಲಿದೆ. <box>738 605 1288 648</box>
kiru-3-dateline: ಜೆರುಸಲೇಂ: <box>40 1735 82 1748</box>
